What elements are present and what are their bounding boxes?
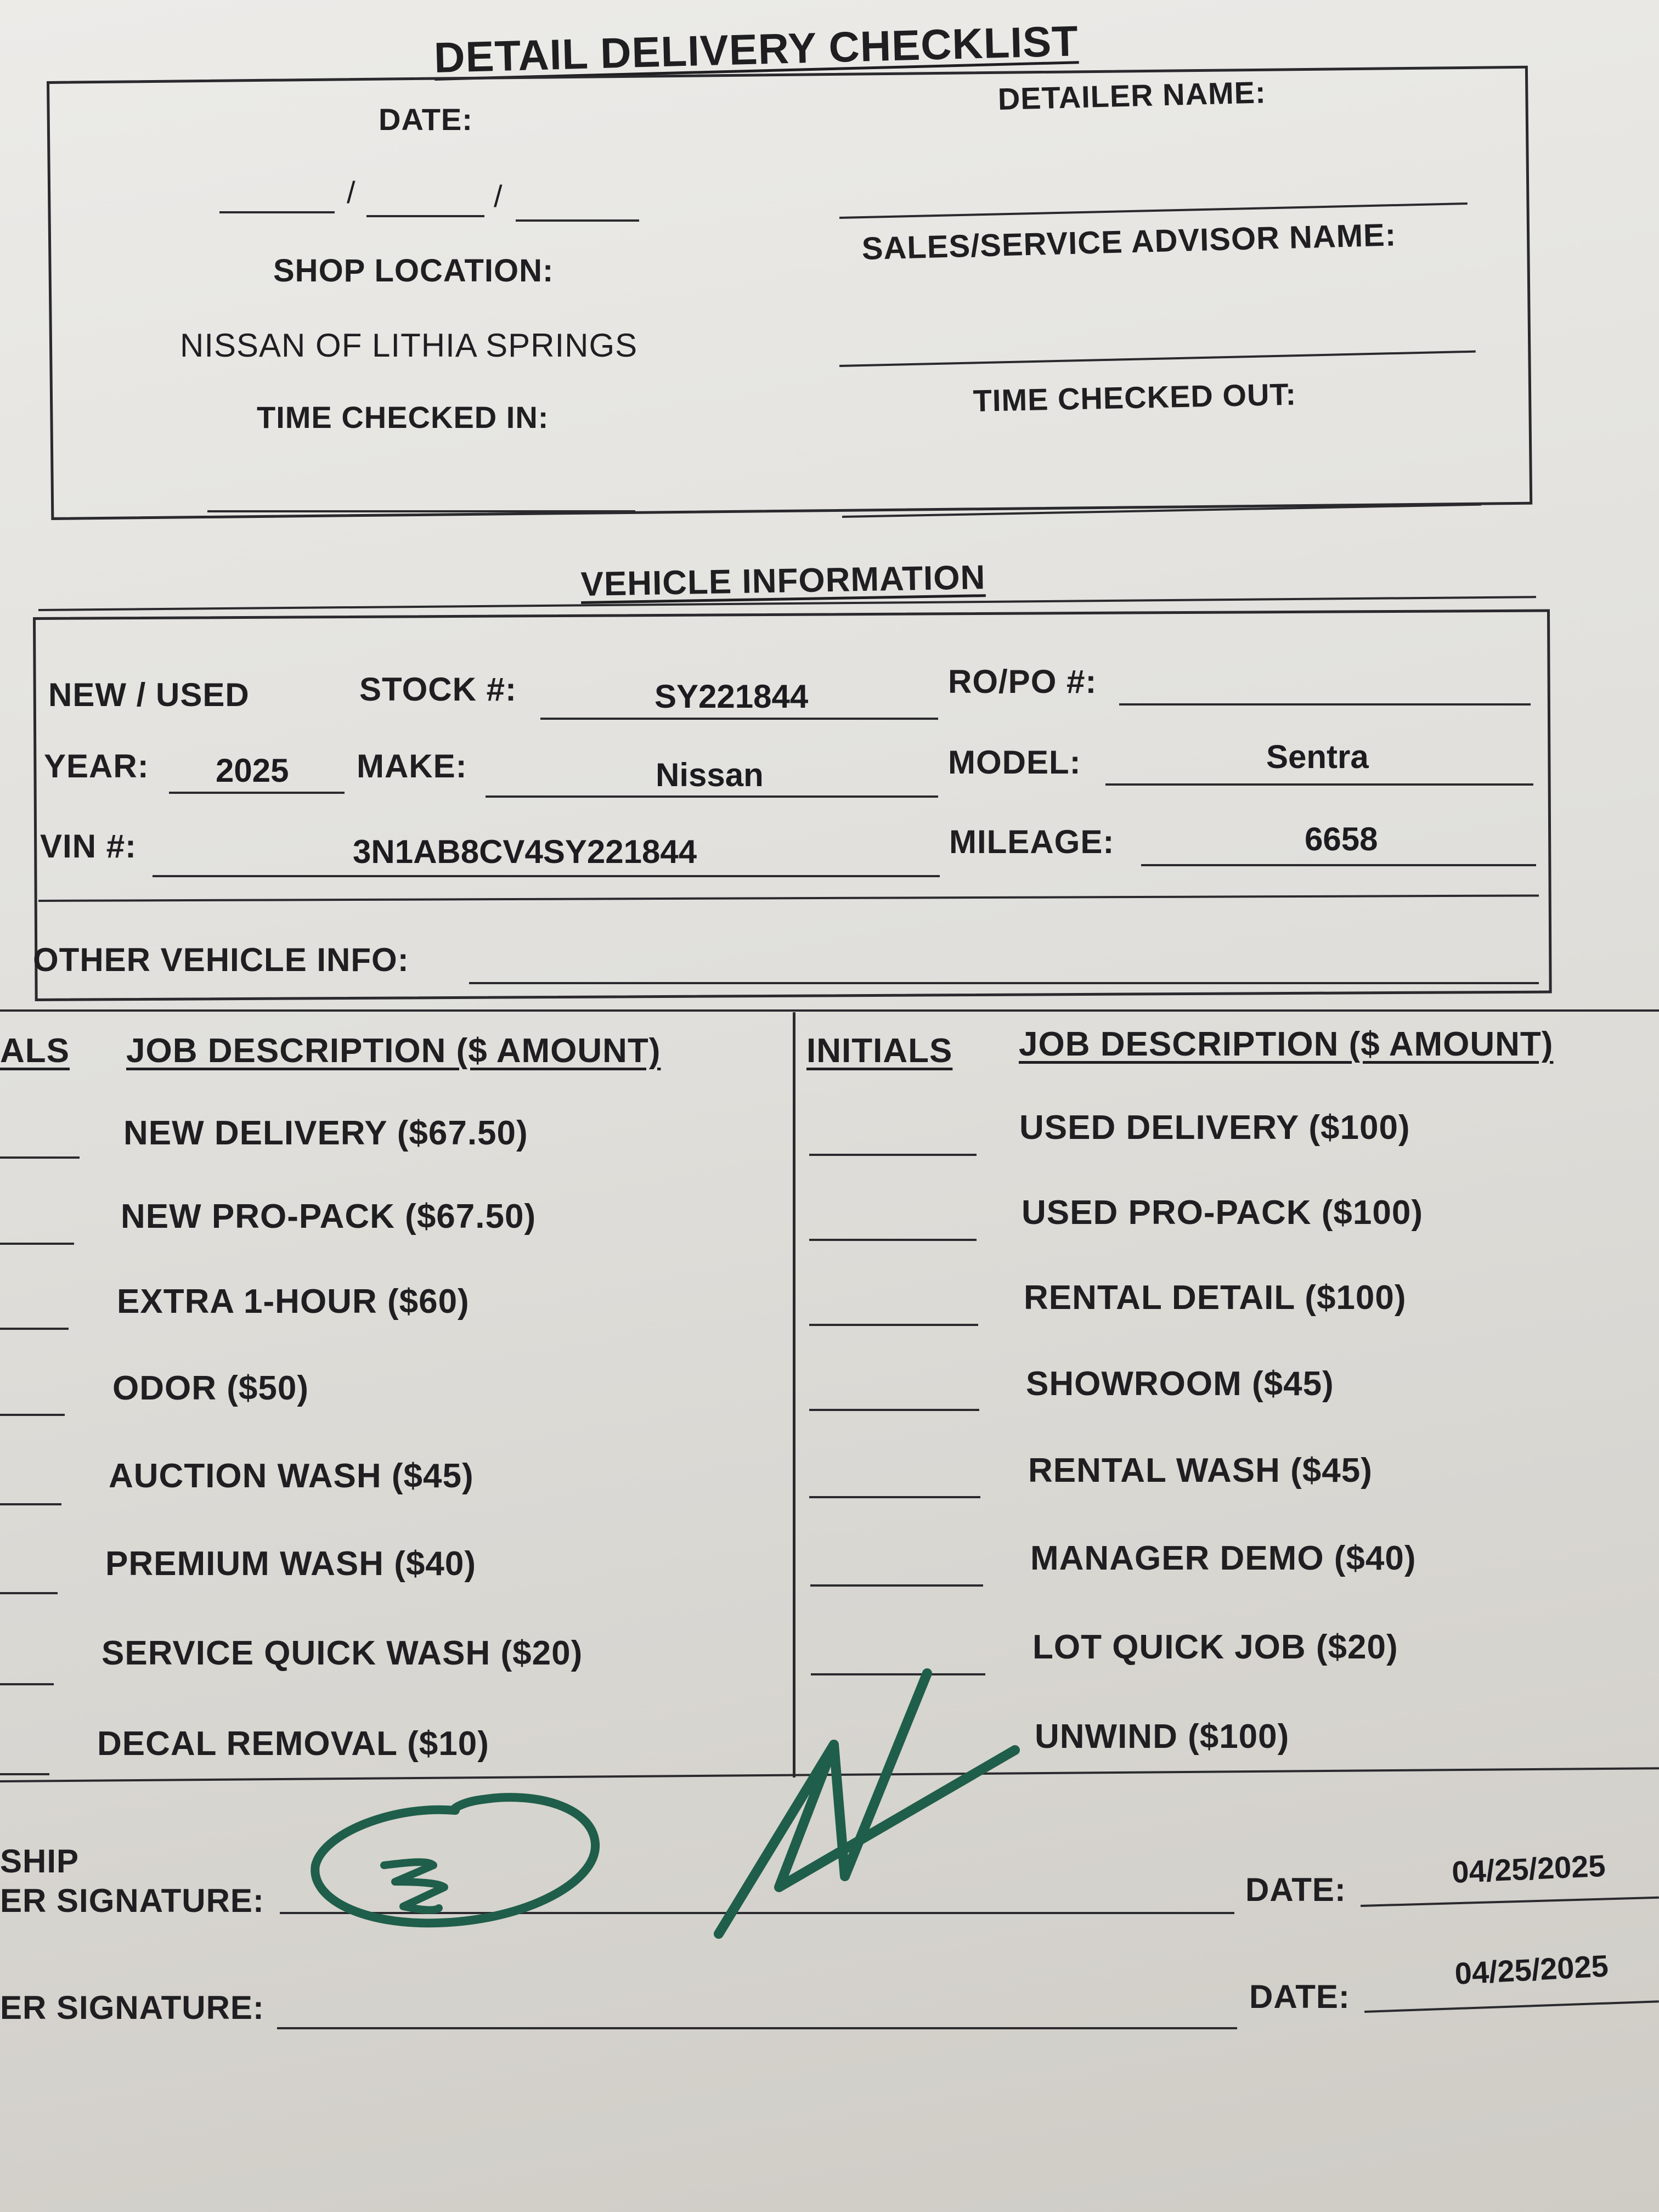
jobs-bottom-rule [0,1767,1659,1782]
other-info-line [469,982,1539,984]
left-initials-line [0,1328,69,1330]
right-job-item: MANAGER DEMO ($40) [1030,1539,1417,1577]
right-initials-line [809,1154,977,1156]
right-initials-line [810,1584,983,1587]
signature-2-line [277,2027,1237,2029]
signature-1-date-value: 04/25/2025 [1451,1848,1606,1889]
stock-label: STOCK #: [359,671,517,708]
date-day-line [366,215,484,217]
right-job-item: UNWIND ($100) [1035,1718,1290,1756]
mileage-label: MILEAGE: [949,823,1115,860]
signature-2-date-line [1364,2000,1659,2013]
signature-mark [719,1673,1015,1934]
date-label: DATE: [379,102,473,137]
left-initials-line [0,1683,54,1685]
advisor-name-label: SALES/SERVICE ADVISOR NAME: [861,217,1397,267]
date-separator-1: / [347,175,356,210]
model-value: Sentra [1266,738,1369,775]
signature-1-label-line1: SHIP [0,1843,80,1880]
signature-1-date-label: DATE: [1245,1871,1346,1908]
stock-value: SY221844 [654,678,809,715]
shop-location-label: SHOP LOCATION: [273,253,554,289]
date-year-line [516,219,639,222]
detailer-name-label: DETAILER NAME: [997,75,1267,116]
left-job-item: ODOR ($50) [112,1369,309,1407]
time-checked-in-line [207,510,635,512]
right-initials-line [809,1239,977,1241]
make-label: MAKE: [357,748,467,785]
model-label: MODEL: [948,744,1081,781]
left-initials-header: ALS [0,1032,70,1070]
right-job-item: RENTAL WASH ($45) [1028,1452,1373,1489]
right-initials-line [809,1496,980,1498]
left-description-header: JOB DESCRIPTION ($ AMOUNT) [126,1032,661,1070]
other-info-label: OTHER VEHICLE INFO: [33,941,409,978]
circled-initials-mark [315,1797,595,1923]
header-box [47,66,1532,520]
signature-1-label-line2: ER SIGNATURE: [0,1882,264,1919]
right-initials-line [809,1324,978,1326]
right-description-header: JOB DESCRIPTION ($ AMOUNT) [1019,1025,1554,1063]
right-job-item: LOT QUICK JOB ($20) [1032,1628,1398,1666]
signature-2-date-value: 04/25/2025 [1454,1948,1610,1991]
model-line [1105,783,1533,786]
right-job-item: USED PRO-PACK ($100) [1022,1194,1424,1232]
left-job-item: EXTRA 1-HOUR ($60) [117,1283,470,1321]
left-initials-line [0,1592,58,1594]
vin-line [153,875,940,877]
right-initials-line [811,1673,985,1675]
time-checked-out-label: TIME CHECKED OUT: [973,376,1297,418]
vin-label: VIN #: [40,828,137,865]
left-initials-line [0,1503,61,1505]
signature-1-date-line [1361,1897,1659,1907]
ropo-line [1119,703,1531,706]
left-initials-line [0,1243,74,1245]
vin-value: 3N1AB8CV4SY221844 [353,833,697,870]
mileage-value: 6658 [1305,821,1378,857]
left-initials-line [0,1414,65,1416]
circled-initials-inner [384,1862,444,1910]
signature-2-label: ER SIGNATURE: [0,1989,264,2026]
right-initials-header: INITIALS [806,1032,953,1070]
date-month-line [219,211,335,213]
left-job-item: SERVICE QUICK WASH ($20) [101,1634,583,1672]
make-line [486,795,938,798]
signature-1-line [280,1912,1234,1914]
left-initials-line [0,1773,49,1775]
year-label: YEAR: [44,748,149,785]
form-title: DETAIL DELIVERY CHECKLIST [433,16,1079,82]
new-used-label: NEW / USED [48,676,250,713]
right-job-item: RENTAL DETAIL ($100) [1024,1279,1407,1317]
mileage-line [1141,864,1536,866]
left-job-item: NEW DELIVERY ($67.50) [123,1114,528,1152]
signature-2-date-label: DATE: [1249,1978,1350,2015]
left-job-item: PREMIUM WASH ($40) [105,1545,476,1583]
left-job-item: AUCTION WASH ($45) [109,1457,474,1495]
stock-line [540,718,938,720]
right-initials-line [809,1409,979,1411]
year-line [169,792,345,794]
right-job-item: SHOWROOM ($45) [1026,1365,1334,1403]
make-value: Nissan [656,757,764,793]
left-initials-line [0,1156,80,1159]
date-separator-2: / [494,179,503,213]
time-checked-in-label: TIME CHECKED IN: [257,400,549,435]
left-job-item: NEW PRO-PACK ($67.50) [121,1198,537,1235]
jobs-column-divider [793,1012,795,1778]
year-value: 2025 [216,752,289,789]
ropo-label: RO/PO #: [948,663,1097,700]
jobs-top-rule [0,1009,1659,1012]
shop-location-value: NISSAN OF LITHIA SPRINGS [180,327,638,364]
left-job-item: DECAL REMOVAL ($10) [97,1725,489,1763]
vehicle-info-title: VEHICLE INFORMATION [580,558,986,603]
right-job-item: USED DELIVERY ($100) [1019,1109,1410,1147]
